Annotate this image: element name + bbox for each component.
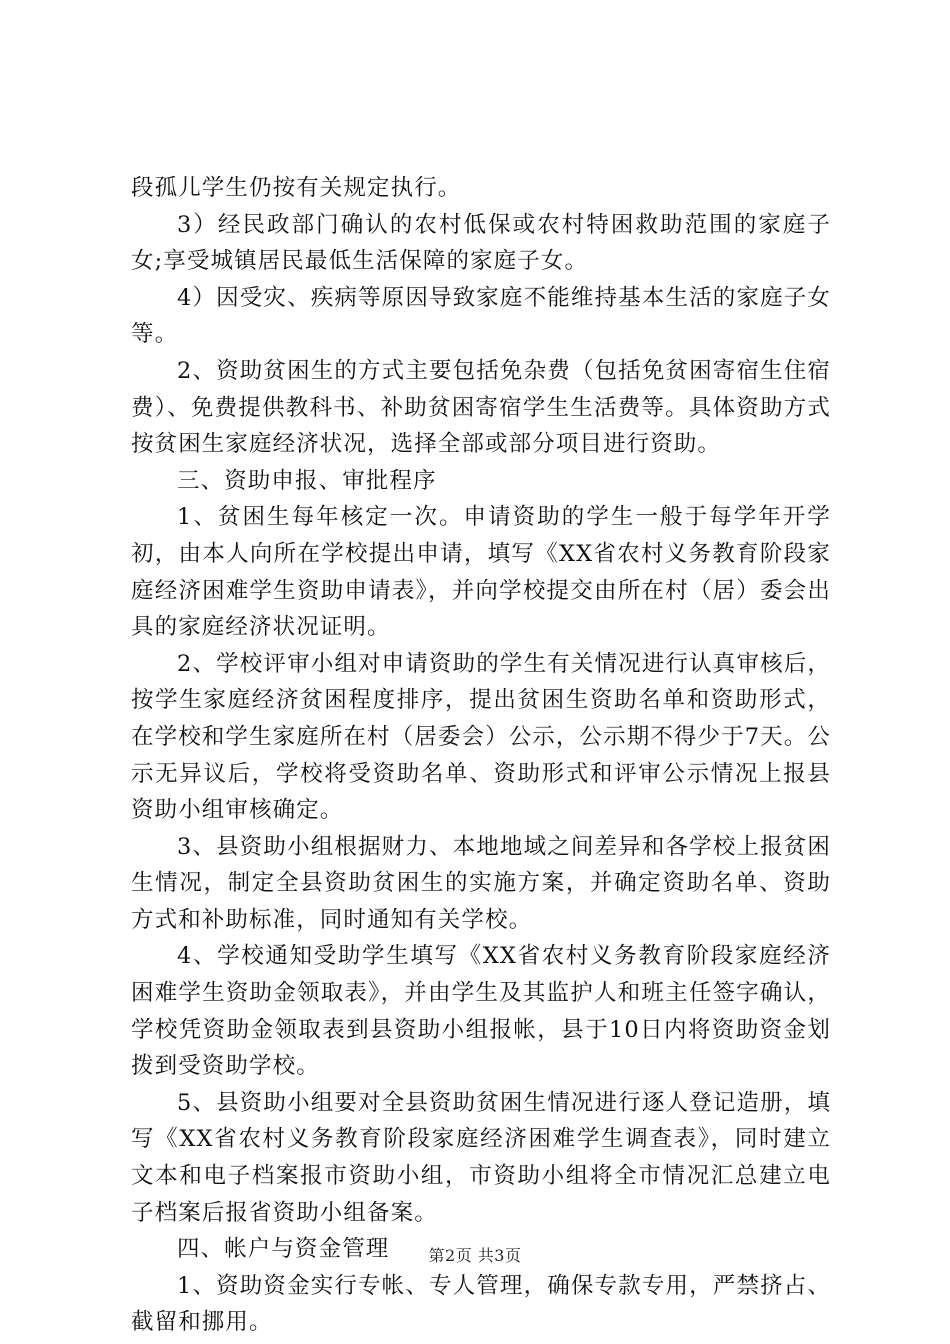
paragraph-account-1: 1、资助资金实行专帐、专人管理，确保专款专用，严禁挤占、截留和挪用。	[131, 1272, 831, 1336]
paragraph-procedure-4: 4、学校通知受助学生填写《XX省农村义务教育阶段家庭经济困难学生资助金领取表》，并由学生及其监护人和班主任签字确认，学校凭资助金领取表到县资助小组报帐，县于10日内将资助资金划拨到受资助学校。	[131, 943, 831, 1080]
document-body	[131, 170, 831, 1341]
paragraph-funding-methods: 2、资助贫困生的方式主要包括免杂费（包括免贫困寄宿生住宿费）、免费提供教科书、补助贫困寄宿学生生活费等。具体资助方式按贫困生家庭经济状况，选择全部或部分项目进行资助。	[131, 357, 831, 458]
paragraph-item-4: 4）因受灾、疾病等原因导致家庭不能维持基本生活的家庭子女等。	[131, 284, 831, 348]
section-heading-application-procedure: 三、资助申报、审批程序	[177, 467, 437, 494]
paragraph-procedure-5: 5、县资助小组要对全县资助贫困生情况进行逐人登记造册，填写《XX省农村义务教育阶段家庭经济困难学生调查表》，同时建立文本和电子档案报市资助小组，市资助小组将全市情况汇总建立电子档案后报省资助小组备案。	[131, 1089, 831, 1226]
page-number-footer: 第2页 共3页	[428, 1246, 522, 1265]
section-heading-account-management: 四、帐户与资金管理	[177, 1236, 390, 1263]
paragraph-continuation: 段孤儿学生仍按有关规定执行。	[131, 175, 462, 201]
paragraph-procedure-3: 3、县资助小组根据财力、本地地域之间差异和各学校上报贫困生情况，制定全县资助贫困生的实施方案，并确定资助名单、资助方式和补助标准，同时通知有关学校。	[131, 833, 831, 933]
paragraph-procedure-2: 2、学校评审小组对申请资助的学生有关情况进行认真审核后，按学生家庭经济贫困程度排序，提出贫困生资助名单和资助形式，在学校和学生家庭所在村（居委会）公示，公示期不得少于7天。公示无异议后，学校将受资助名单、资助形式和评审公示情况上报县资助小组审核确定。	[131, 650, 831, 824]
paragraph-item-3: 3）经民政部门确认的农村低保或农村特困救助范围的家庭子女;享受城镇居民最低生活保障的家庭子女。	[131, 211, 831, 275]
paragraph-procedure-1: 1、贫困生每年核定一次。申请资助的学生一般于每学年开学初，由本人向所在学校提出申请，填写《XX省农村义务教育阶段家庭经济困难学生资助申请表》，并向学校提交由所在村（居）委会出具的家庭经济状况证明。	[131, 504, 831, 641]
